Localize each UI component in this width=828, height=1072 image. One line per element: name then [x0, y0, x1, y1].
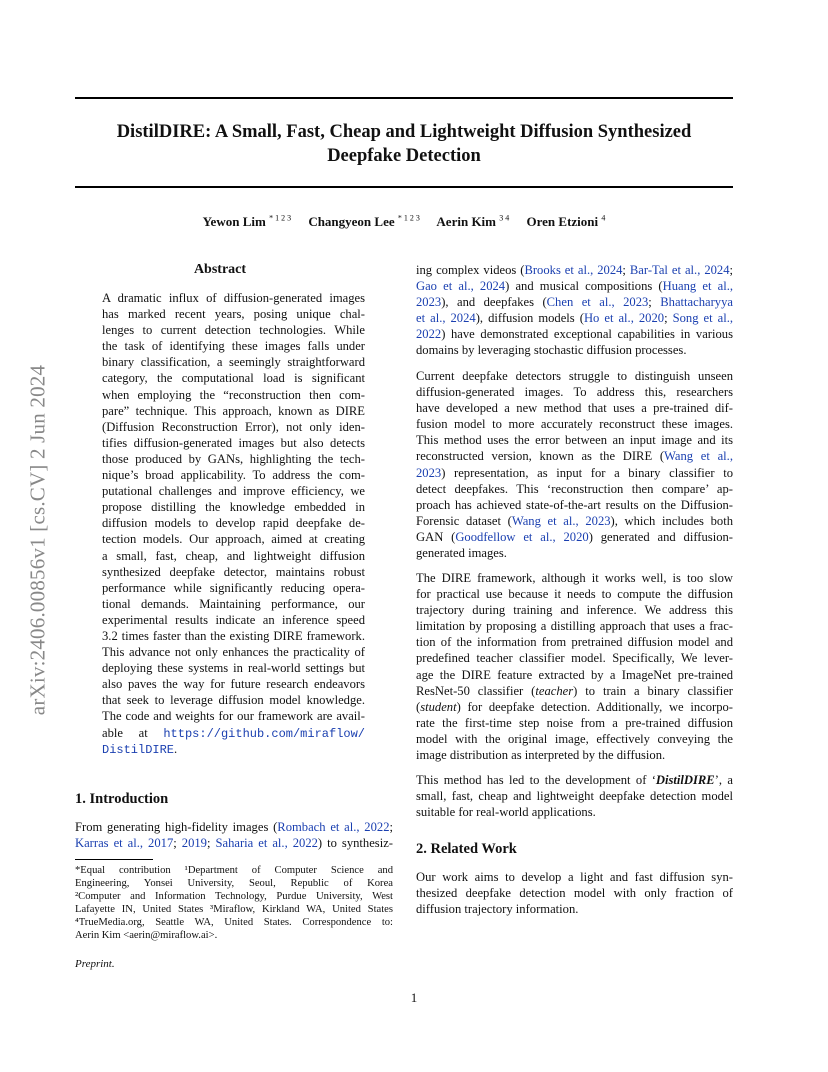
text-line: propose distilling the knowledge embedded in: [102, 500, 365, 515]
text-line: This method has led to the development of ‘DistilDIRE’, a: [416, 773, 733, 787]
text-line: Forensic dataset (Wang et al., 2023), which includes both: [416, 513, 733, 528]
text-line: a small, fast, cheap, and lightweight diffusion: [102, 548, 365, 563]
text-line: 2022) have demonstrated exceptional capabilities in various: [416, 327, 733, 342]
text-line: diffusion-generated images. To address this, researchers: [416, 385, 733, 400]
text-line: 2023), and deepfakes (Chen et al., 2023; Bhattacharyya: [416, 295, 733, 310]
preprint-label: Preprint.: [75, 958, 115, 970]
text-line: Gao et al., 2024) and musical compositions (Huang et al.,: [416, 279, 733, 294]
intro-paragraph-distildire: [416, 772, 733, 820]
abstract-heading: Abstract: [193, 262, 247, 277]
text-line: deploying these systems in real-world settings but: [102, 661, 365, 676]
text-line: lenges to current detection technologies. While: [102, 323, 365, 338]
citation-link[interactable]: et al., 2024: [416, 311, 476, 326]
paper-title: [75, 120, 733, 168]
text-line: fusion model to more accurately reconstruct these images.: [416, 417, 733, 432]
text-line: ⁴TrueMedia.org, Seattle WA, United States. Correspondence to:: [75, 917, 393, 929]
text-line: rate the first-time step noise from a pre-trained diffusion: [416, 715, 733, 730]
title-line-2: Deepfake Detection: [327, 146, 481, 166]
text-line: Current deepfake detectors struggle to distinguish unseen: [416, 369, 733, 383]
citation-link[interactable]: Goodfellow et al., 2020: [455, 529, 589, 544]
footnote-rule: [75, 859, 153, 860]
text-line: (Diffusion Reconstruction Error), not only iden-: [102, 419, 365, 434]
intro-paragraph-limitation: [416, 570, 733, 763]
intro-paragraph: [75, 819, 393, 851]
text-line: predefined teacher classifier model. Specifically, We lever-: [416, 651, 733, 666]
text-line: DistilDIRE.: [102, 741, 178, 757]
affiliation-footnote: [75, 864, 393, 943]
citation-link[interactable]: Song et al.,: [672, 311, 734, 326]
text-line: proach has achieved state-of-the-art results on the Diffusion-: [416, 497, 733, 512]
text-line: reconstructed version, known as the DIRE (Wang et al.,: [416, 449, 733, 464]
citation-link[interactable]: 2023: [416, 295, 442, 310]
text-line: GAN (Goodfellow et al., 2020) generated and diffusion-: [416, 529, 733, 544]
text-line: nique’s broad applicability. To address the com-: [102, 468, 365, 483]
citation-link[interactable]: Karras et al., 2017: [75, 836, 174, 851]
github-link[interactable]: DistilDIRE: [102, 742, 175, 757]
text-line: trajectory during training and inference. We address this: [416, 603, 733, 618]
text-line: pare” technique. This approach, known as DIRE: [102, 403, 365, 418]
citation-link[interactable]: Chen et al., 2023: [546, 295, 649, 310]
intro-line: From generating high-fidelity images (Rombach et al., 2022;: [75, 820, 393, 834]
text-line: generated images.: [416, 546, 507, 561]
text-line: 3.2 times faster than the existing DIRE framework.: [102, 628, 365, 643]
text-line: detect deepfakes. This ‘reconstruction then compare’ ap-: [416, 481, 733, 496]
text-line: diffusion models to develop rapid deepfake de-: [102, 516, 365, 531]
text-line: model with the original image, effectively conveying the: [416, 731, 733, 746]
citation-link[interactable]: Huang et al.,: [662, 279, 733, 294]
author: Oren Etzioni $^4$: [526, 214, 606, 230]
text-line: thesized deepfake detection model with only fraction of: [416, 886, 733, 901]
text-line: when employing the “reconstruction then com-: [102, 387, 365, 402]
text-line: Aerin Kim <aerin@miraflow.ai>.: [75, 930, 218, 942]
text-line: synthesized deepfake detector, maintains robust: [102, 564, 365, 579]
text-line: ResNet-50 classifier (teacher) to train a binary classifier: [416, 683, 734, 698]
citation-link[interactable]: Rombach et al., 2022: [277, 820, 390, 834]
text-line: putational challenges and improve efficiency, we: [102, 484, 365, 499]
arxiv-side-stamp: [18, 315, 58, 765]
text-line: The code and weights for our framework are avail-: [102, 709, 365, 724]
citation-link[interactable]: 2022: [416, 327, 442, 342]
text-line: able at https://github.com/miraflow/: [102, 725, 365, 741]
text-line: tion of the information from pretrained diffusion model and: [416, 635, 733, 650]
title-rule-bottom: [75, 186, 733, 188]
text-line: This method uses the error between an input image and its: [416, 433, 733, 448]
text-line: for practical use because it needs to compute the diffusion: [416, 587, 733, 602]
text-line: Our work aims to develop a light and fast diffusion syn-: [416, 870, 733, 884]
text-line: The DIRE framework, although it works well, is too slow: [416, 571, 733, 585]
text-line: small, fast, cheap and lightweight deepfake detection model: [416, 789, 733, 804]
text-line: also paves the way for future research endeavors: [102, 677, 365, 692]
intro-paragraph-dire: [416, 368, 733, 561]
citation-link[interactable]: Wang et al., 2023: [511, 513, 611, 528]
citation-link[interactable]: Saharia et al., 2022: [215, 836, 318, 851]
citation-link[interactable]: Ho et al., 2020: [583, 311, 665, 326]
text-line: tection models. Our approach, aimed at creating: [102, 532, 365, 547]
intro-heading: 1. Introduction: [75, 791, 169, 807]
text-line: performance while significantly reducing opera-: [102, 580, 365, 595]
text-line: diffusion trajectory information.: [416, 902, 579, 917]
text-line: et al., 2024), diffusion models (Ho et al., 2020; Song et al.,: [416, 311, 734, 326]
citation-link[interactable]: Gao et al., 2024: [416, 279, 506, 294]
text-line: binary classification, a seemingly straightforward: [102, 355, 365, 370]
text-line: Engineering, Yonsei University, Seoul, Republic of Korea: [75, 878, 393, 890]
page-number: 1: [410, 990, 418, 1005]
text-line: that seek to leverage diffusion model knowledge.: [102, 693, 365, 708]
author-list: [75, 214, 733, 230]
intro-paragraph-continued: [416, 262, 733, 359]
text-line: have developed a new method that uses a pre-trained dif-: [416, 401, 733, 416]
citation-link[interactable]: 2023: [416, 465, 442, 480]
text-line: suitable for real-world applications.: [416, 805, 596, 820]
abstract-body: [102, 290, 365, 757]
text-line: tional demands. Maintaining performance, our: [102, 596, 365, 611]
text-line: those produced by GANs, highlighting the tech-: [102, 451, 365, 466]
text-line: image distribution as interpreted by the diffusion.: [416, 748, 666, 763]
author: Yewon Lim $^{* 1 2 3}$: [202, 214, 292, 230]
related-work-heading: 2. Related Work: [416, 841, 517, 857]
title-rule-top: [75, 97, 733, 99]
github-link[interactable]: https://github.com/miraflow/: [163, 726, 365, 741]
text-line: 2023) representation, as input for a binary classifier to: [416, 465, 733, 480]
citation-link[interactable]: Bhattacharyya: [660, 295, 733, 310]
text-line: (student) for deepfake detection. Additionally, we incorpo-: [416, 699, 733, 714]
citation-link[interactable]: 2019: [181, 836, 207, 851]
text-line: the task of identifying these images falls under: [102, 339, 365, 354]
text-line: This advance not only enhances the practicality of: [102, 645, 365, 660]
text-line: ing complex videos (Brooks et al., 2024; Bar-Tal et al., 2024;: [416, 263, 734, 277]
arxiv-identifier: arXiv:2406.00856v1 [cs.CV] 2 Jun 2024: [25, 364, 50, 716]
text-line: tifies diffusion-generated images but also detects: [102, 435, 365, 450]
text-line: limitation by proposing a distilling approach that uses a frac-: [416, 619, 733, 634]
text-line: experimental results indicate an inference speed: [102, 612, 365, 627]
citation-link[interactable]: Wang et al.,: [664, 449, 733, 464]
text-line: A dramatic influx of diffusion-generated images: [102, 291, 365, 305]
text-line: *Equal contribution ¹Department of Computer Science and: [75, 865, 393, 876]
text-line: domains by leveraging stochastic diffusion processes.: [416, 343, 687, 358]
author: Changyeon Lee $^{* 1 2 3}$: [308, 214, 420, 230]
title-line-1: DistilDIRE: A Small, Fast, Cheap and Lightweight Diffusion Synthesized: [116, 122, 692, 142]
text-line: ²Computer and Information Technology, Purdue University, West: [75, 891, 393, 903]
related-work-paragraph: [416, 869, 733, 917]
author: Aerin Kim $^{3 4}$: [436, 214, 510, 230]
citation-link[interactable]: Brooks et al., 2024: [524, 263, 623, 277]
citation-link[interactable]: Bar-Tal et al., 2024: [629, 263, 730, 277]
text-line: age the DIRE feature extracted by a ImageNet pre-trained: [416, 667, 733, 682]
text-line: has marked recent years, posing unique chal-: [102, 307, 365, 322]
text-line: category, the computational load is significant: [102, 371, 365, 386]
intro-line: Karras et al., 2017; 2019; Saharia et al., 2022) to synthesiz-: [75, 836, 393, 851]
text-line: Lafayette IN, United States ³Miraflow, Kirkland WA, United States: [75, 904, 393, 916]
